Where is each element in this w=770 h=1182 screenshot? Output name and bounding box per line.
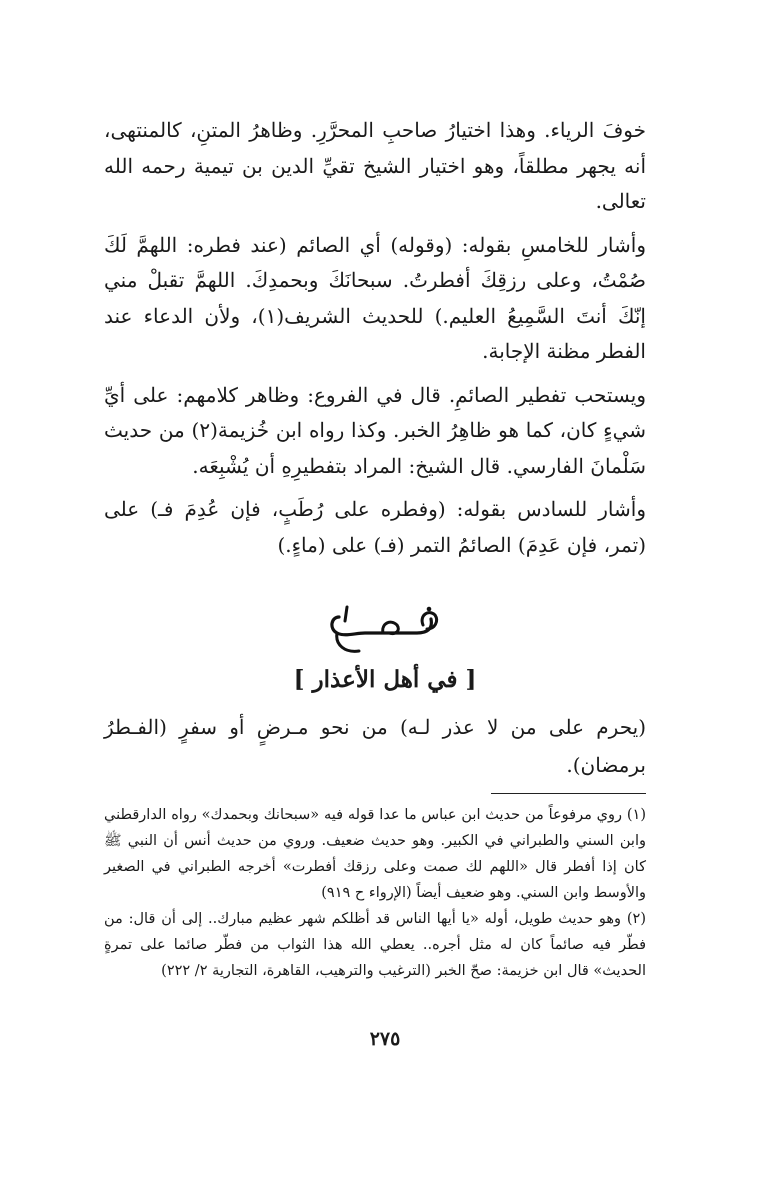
section-text [104,708,646,784]
footnote: (١) روي مرفوعاً من حديث ابن عباس ما عدا قوله فيه «سبحانك وبحمدك» رواه الدارقطني وابن السني والطبراني في الكبير. وهو حديث ضعيف. وروي من حديث أنس أن النبي ﷺ كان إذا أفطر قال «اللهم لك صمت وعلى رزقك أفطرت» أخرجه الطبراني في الصغير والأوسط وابن السني. وهو ضعيف أيضاً (الإرواء ح ٩١٩) [104,807,646,901]
section-heading: [ في أهل الأعذار ] [293,666,477,693]
fasl-calligraphy-icon [325,603,445,661]
section-ornament [0,603,770,663]
footnotes [104,802,646,984]
footnote-separator [491,793,646,794]
paragraph: ويستحب تفطير الصائمِ. قال في الفروع: وظاهر كلامهم: على أيِّ شيءٍ كان، كما هو ظاهِرُ الخبر. وكذا رواه ابن خُزيمة(٢) من حديث سَلْمانَ الفارسي. قال الشيخ: المراد بتفطيرِهِ أن يُشْبِعَه. [104,382,646,478]
page-number: ٢٧٥ [369,1028,401,1050]
paragraph: وأشار للخامسِ بقوله: (وقوله) أي الصائم (عند فطره: اللهمَّ لَكَ صُمْتُ، وعلى رزقِكَ أفطرتُ. سبحانَكَ وبحمدِكَ. اللهمَّ تقبلْ مني إنّكَ أنتَ السَّمِيعُ العليم.) للحديث الشريف(١)، ولأن الدعاء عند الفطر مظنة الإجابة. [104,232,646,363]
footnote: (٢) وهو حديث طويل، أوله «يا أيها الناس قد أظلكم شهر عظيم مبارك.. إلى أن قال: من فطّر فيه صائماً كان له مثل أجره.. يعطي الله هذا الثواب من فطّر صائما على تمرةٍ الحديث» قال ابن خزيمة: صحّ الخبر (الترغيب والترهيب، القاهرة، التجارية ٢/ ٢٢٢) [104,911,646,979]
paragraph: خوفَ الرياء. وهذا اختيارُ صاحبِ المحرَّرِ. وظاهرُ المتنِ، كالمنتهى، أنه يجهر مطلقاً، وهو اختيار الشيخ تقيِّ الدين بن تيمية رحمه الله تعالى. [104,118,646,213]
paragraph: وأشار للسادس بقوله: (وفطره على رُطَبٍ، فإن عُدِمَ فـ) على (تمر، فإن عَدِمَ) الصائمُ التمر (فـ) على (ماءٍ.) [104,497,647,557]
paragraph: (يحرم على من لا عذر لـه) من نحو مـرضٍ أو سفرٍ (الفـطرُ برمضان). [104,715,646,777]
main-text [104,113,646,571]
